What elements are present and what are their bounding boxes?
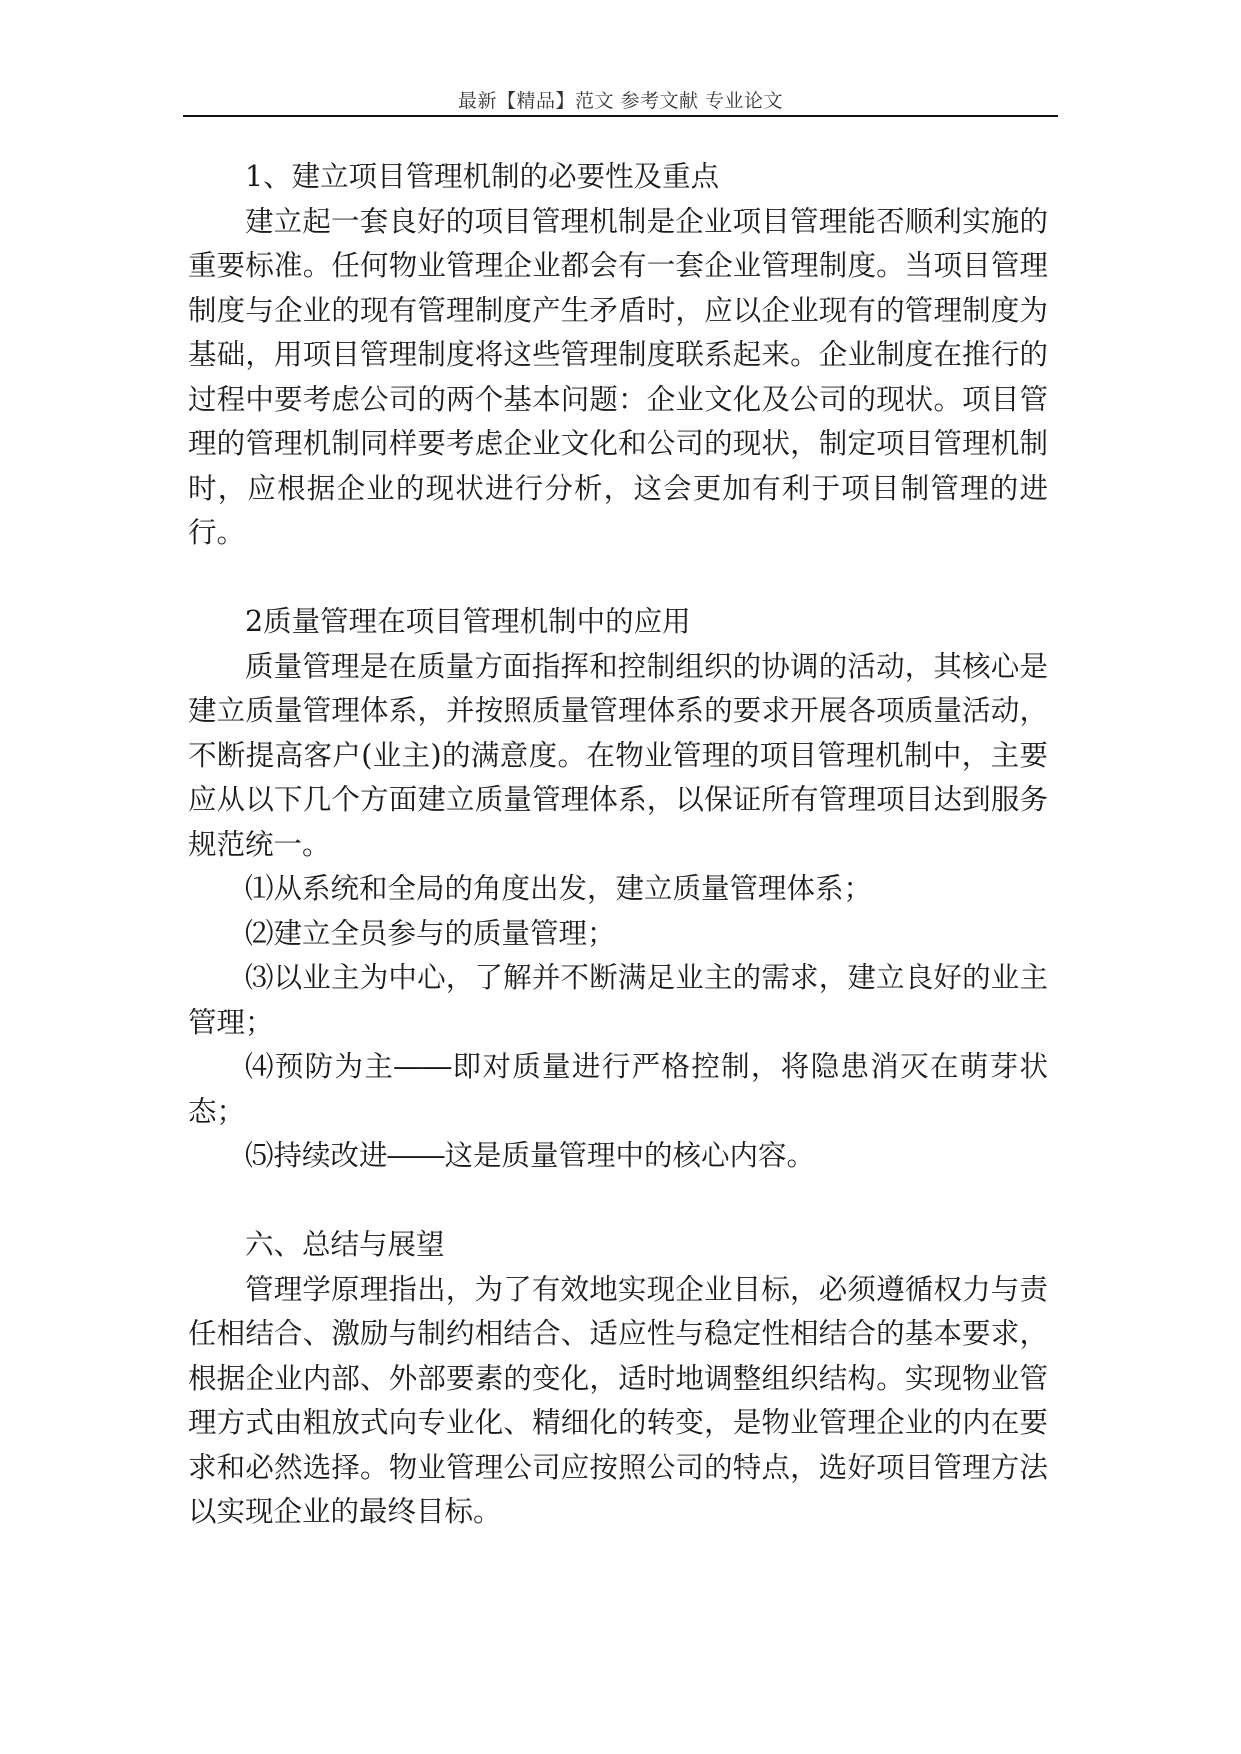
list-item: ⑵建立全员参与的质量管理； [245, 916, 616, 950]
section-3 [188, 1223, 1048, 1535]
section-heading: 六、总结与展望 [245, 1228, 445, 1261]
header-divider [183, 115, 1058, 117]
section-heading: 2质量管理在项目管理机制中的应用 [245, 605, 691, 638]
section-2 [188, 600, 1048, 1179]
document-body [188, 155, 1048, 1535]
paragraph: 管理学原理指出，为了有效地实现企业目标，必须遵循权力与责任相结合、激励与制约相结合、适应性与稳定性相结合的基本要求，根据企业内部、外部要素的变化，适时地调整组织结构。实现物业管理方式由粗放式向专业化、精细化的转变，是物业管理企业的内在要求和必然选择。物业管理公司应按照公司的特点，选好项目管理方法以实现企业的最终目标。 [188, 1272, 1048, 1528]
page-header: 最新【精品】范文 参考文献 专业论文 [457, 90, 784, 112]
section-heading: 1、建立项目管理机制的必要性及重点 [245, 160, 720, 193]
section-spacer [188, 556, 1048, 601]
list-item: ⑸持续改进――这是质量管理中的核心内容。 [245, 1139, 816, 1172]
list-item: ⑷预防为主――即对质量进行严格控制，将隐患消灭在萌芽状态； [188, 1050, 1048, 1128]
paragraph: 建立起一套良好的项目管理机制是企业项目管理能否顺利实施的重要标准。任何物业管理企业都会有一套企业管理制度。当项目管理制度与企业的现有管理制度产生矛盾时，应以企业现有的管理制度为基础，用项目管理制度将这些管理制度联系起来。企业制度在推行的过程中要考虑公司的两个基本问题：企业文化及公司的现状。项目管理的管理机制同样要考虑企业文化和公司的现状，制定项目管理机制时，应根据企业的现状进行分析，这会更加有利于项目制管理的进行。 [188, 204, 1048, 549]
list-item: ⑴从系统和全局的角度出发，建立质量管理体系； [245, 872, 873, 905]
list-item: ⑶以业主为中心，了解并不断满足业主的需求，建立良好的业主管理； [188, 961, 1048, 1039]
paragraph: 质量管理是在质量方面指挥和控制组织的协调的活动，其核心是建立质量管理体系，并按照质量管理体系的要求开展各项质量活动，不断提高客户(业主)的满意度。在物业管理的项目管理机制中，主要应从以下几个方面建立质量管理体系，以保证所有管理项目达到服务规范统一。 [188, 649, 1048, 861]
section-spacer [188, 1179, 1048, 1224]
section-1 [188, 155, 1048, 556]
